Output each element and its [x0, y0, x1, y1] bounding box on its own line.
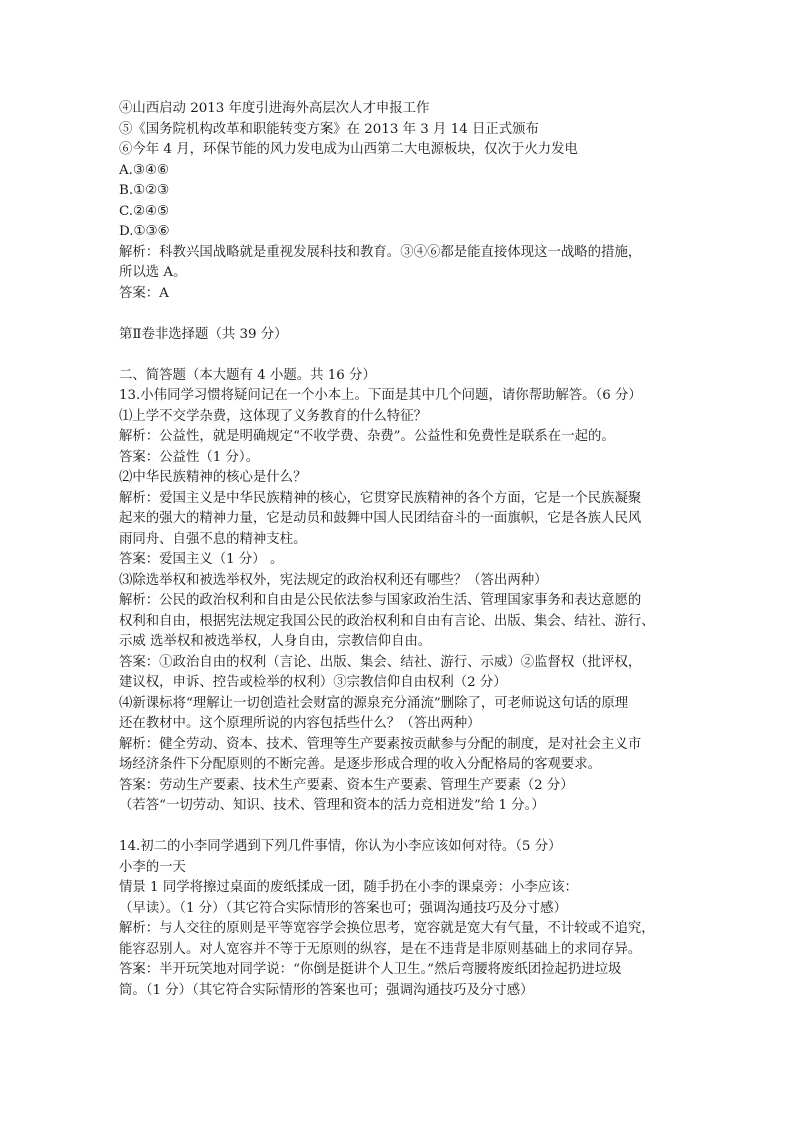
scenario-title: 小李的一天 — [119, 859, 186, 875]
sub-question: ⑴上学不交学杂费，这体现了义务教育的什么特征？ — [119, 408, 427, 424]
analysis-text: 解析：科教兴国战略就是重视发展科技和教育。③④⑥都是能直接体现这一战略的措施， — [119, 244, 642, 260]
analysis-text: 解析：健全劳动、资本、技术、管理等生产要素按贡献参与分配的制度，是对社会主义市 — [119, 736, 642, 752]
analysis-text: 解析：与人交往的原则是平等宽容学会换位思考，宽容就是宽大有气量，不计较或不追究， — [119, 921, 655, 936]
sub-question: ⑷新课标将“理解让一切创造社会财富的源泉充分涌流”删除了，可老师说这句话的原理 — [119, 695, 629, 711]
text-line: ⑤《国务院机构改革和职能转变方案》在 2013 年 3 月 14 日正式颁布 — [119, 121, 539, 137]
question-stem: 14.初二的小李同学遇到下列几件事情，你认为小李应该如何对待。（5 分） — [119, 839, 562, 854]
analysis-text: 解析：爱国主义是中华民族精神的核心，它贯穿民族精神的各个方面，它是一个民族凝聚 — [119, 490, 642, 506]
analysis-text: 雨同舟、自强不息的精神支柱。 — [119, 531, 307, 547]
analysis-text: 示威 选举权和被选举权，人身自由，宗教信仰自由。 — [119, 634, 432, 649]
answer-text: 答案：A — [119, 285, 169, 301]
text-line: ④山西启动 2013 年度引进海外高层次人才申报工作 — [119, 101, 430, 116]
question-14-block — [119, 837, 679, 1001]
sub-question: ⑶除选举权和被选举权外，宪法规定的政治权利还有哪些？（答出两种） — [119, 572, 548, 588]
answer-text: 建议权，申诉、控告或检举的权利）③宗教信仰自由权利（2 分） — [119, 675, 507, 690]
text-line: ⑥今年 4 月，环保节能的风力发电成为山西第二大电源板块，仅次于火力发电 — [119, 142, 578, 157]
answer-text: 答案：①政治自由的权利（言论、出版、集会、结社、游行、示威）②监督权（批评权， — [119, 654, 642, 670]
analysis-text: 能容忍别人。对人宽容并不等于无原则的纵容，是在不违背是非原则基础上的求同存异。 — [119, 941, 642, 957]
document-body — [119, 99, 679, 1001]
option-d: D.①③⑥ — [119, 224, 170, 239]
answer-note: （若答“一切劳动、知识、技术、管理和资本的活力竞相迸发”给 1 分。） — [119, 798, 545, 813]
analysis-text: 解析：公民的政治权利和自由是公民依法参与国家政治生活、管理国家事务和表达意愿的 — [119, 593, 642, 608]
answer-text: 答案：劳动生产要素、技术生产要素、资本生产要素、管理生产要素（2 分） — [119, 777, 574, 793]
answer-text: 筒。（1 分）（其它符合实际情形的答案也可；强调沟通技巧及分寸感） — [119, 982, 534, 998]
analysis-text: 场经济条件下分配原则的不断完善。是逐步形成合理的收入分配格局的客观要求。 — [119, 757, 602, 772]
option-b: B.①②③ — [119, 183, 170, 198]
question-stem: 13.小伟同学习惯将疑问记在一个小本上。下面是其中几个问题，请你帮助解答。（6 分） — [119, 388, 642, 403]
question-12-options-block — [119, 99, 679, 304]
option-c: C.②④⑤ — [119, 203, 170, 219]
scenario-text: （早读）。（1 分）（其它符合实际情形的答案也可；强调沟通技巧及分寸感） — [119, 900, 567, 916]
question-13-block — [119, 366, 679, 817]
blank-line — [119, 817, 679, 838]
blank-line — [119, 345, 679, 366]
section-heading-block — [119, 325, 679, 346]
analysis-text: 权利和自由，根据宪法规定我国公民的政治权利和自由有言论、出版、集会、结社、游行、 — [119, 613, 655, 629]
option-a: A.③④⑥ — [119, 162, 169, 178]
analysis-text: 所以选 A。 — [119, 265, 187, 280]
analysis-text: 解析：公益性，就是明确规定“不收学费、杂费”。公益性和免费性是联系在一起的。 — [119, 429, 615, 444]
answer-text: 答案：公益性（1 分）。 — [119, 449, 259, 465]
sub-question: ⑵中华民族精神的核心是什么？ — [119, 470, 307, 485]
sub-question: 还在教材中。这个原理所说的内容包括些什么？（答出两种） — [119, 716, 481, 731]
part-heading: 二、简答题（本大题有 4 小题。共 16 分） — [119, 367, 376, 383]
blank-line — [119, 304, 679, 325]
scenario-text: 情景 1 同学将擦过桌面的废纸揉成一团，随手扔在小李的课桌旁：小李应该： — [119, 880, 578, 895]
section-heading: 第Ⅱ卷非选择题（共 39 分） — [119, 326, 288, 342]
analysis-text: 起来的强大的精神力量，它是动员和鼓舞中国人民团结奋斗的一面旗帜，它是各族人民风 — [119, 511, 642, 526]
answer-text: 答案：爱国主义（1 分） 。 — [119, 552, 284, 567]
answer-text: 答案：半开玩笑地对同学说：“你倒是挺讲个人卫生。”然后弯腰将废纸团捡起扔进垃圾 — [119, 962, 622, 977]
